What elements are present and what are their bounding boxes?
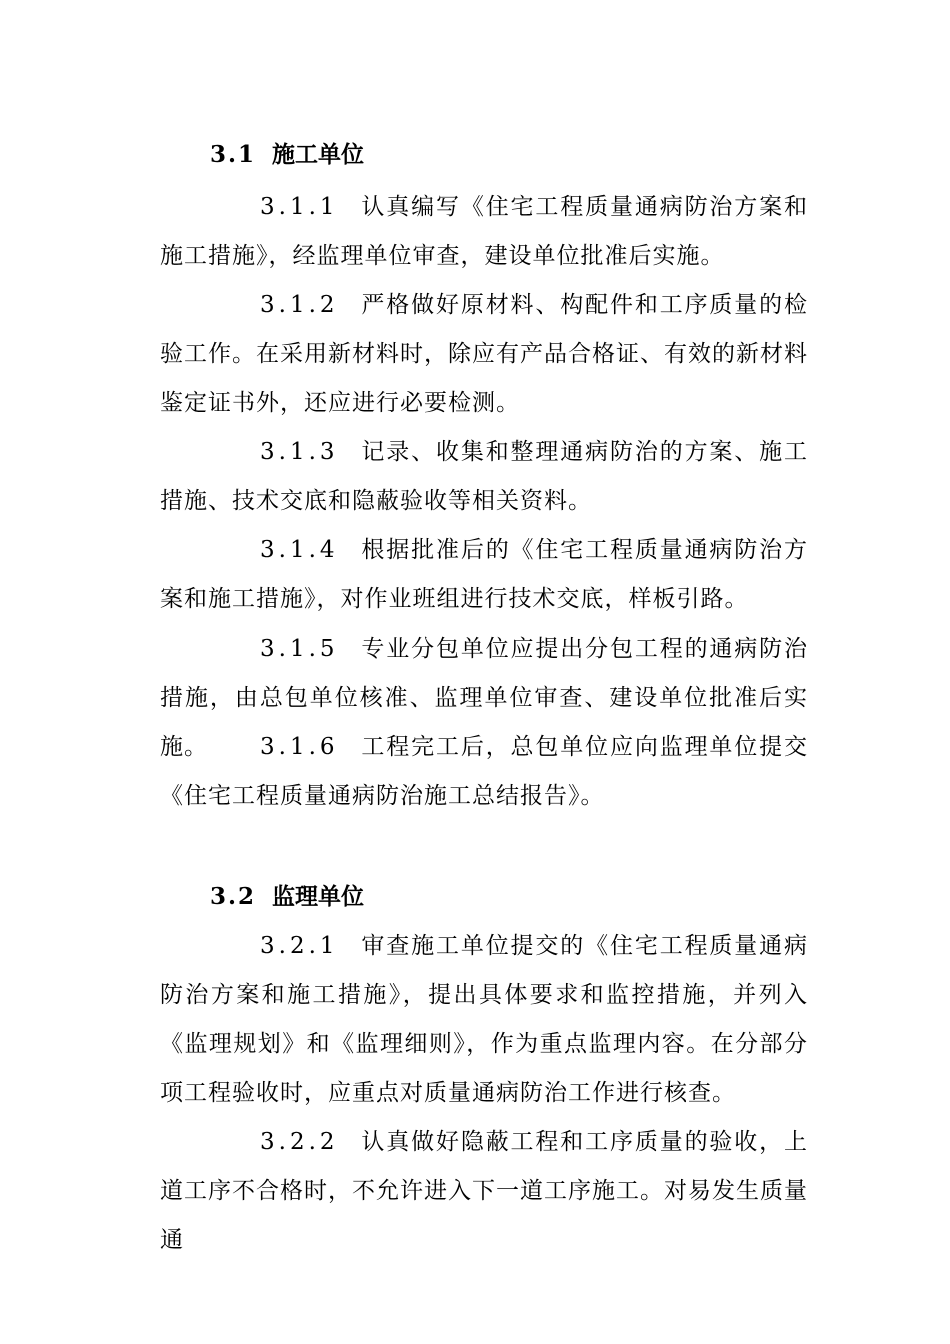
clause-text: 专业分包单位应提出分包工程的通病防治措施，由总包单位核准、监理单位审查、建设单位批准后实施。: [160, 636, 808, 760]
clause-number: 3.1.1: [260, 194, 339, 220]
paragraph-3-1-2: [160, 281, 808, 428]
section-number: 3.1: [210, 141, 257, 168]
section-number: 3.2: [210, 883, 257, 910]
clause-number: 3.1.6: [260, 734, 339, 760]
clause-text: 根据批准后的《住宅工程质量通病防治方案和施工措施》，对作业班组进行技术交底，样板引路。: [160, 537, 808, 612]
section-title: 监理单位: [272, 883, 364, 910]
clause-number: 3.1.2: [260, 292, 339, 318]
paragraph-3-1-6: [160, 723, 808, 821]
paragraph-3-1-1: [160, 183, 808, 281]
clause-number: 3.1.4: [260, 537, 339, 563]
section-heading-3-2: [210, 882, 364, 912]
clause-text: 记录、收集和整理通病防治的方案、施工措施、技术交底和隐蔽验收等相关资料。: [160, 439, 808, 514]
section-title: 施工单位: [272, 141, 364, 168]
clause-text: 认真做好隐蔽工程和工序质量的验收，上道工序不合格时，不允许进入下一道工序施工。对易发生质量通: [160, 1129, 808, 1253]
clause-number: 3.1.3: [260, 439, 339, 465]
paragraph-3-2-2: [160, 1118, 808, 1265]
clause-text: 审查施工单位提交的《住宅工程质量通病防治方案和施工措施》，提出具体要求和监控措施，并列入《监理规划》和《监理细则》，作为重点监理内容。在分部分项工程验收时，应重点对质量通病防治工作进行核查。: [160, 933, 808, 1106]
clause-number: 3.1.5: [260, 636, 339, 662]
clause-text: 工程完工后，总包单位应向监理单位提交《住宅工程质量通病防治施工总结报告》。: [160, 734, 808, 809]
paragraph-3-1-3: [160, 428, 808, 526]
clause-text: 严格做好原材料、构配件和工序质量的检验工作。在采用新材料时，除应有产品合格证、有效的新材料鉴定证书外，还应进行必要检测。: [160, 292, 808, 416]
paragraph-3-1-4: [160, 526, 808, 624]
section-heading-3-1: [210, 140, 364, 170]
paragraph-3-2-1: [160, 922, 808, 1118]
clause-number: 3.2.2: [260, 1129, 339, 1155]
clause-text: 认真编写《住宅工程质量通病防治方案和施工措施》，经监理单位审查，建设单位批准后实施。: [160, 194, 808, 269]
clause-number: 3.2.1: [260, 933, 339, 959]
